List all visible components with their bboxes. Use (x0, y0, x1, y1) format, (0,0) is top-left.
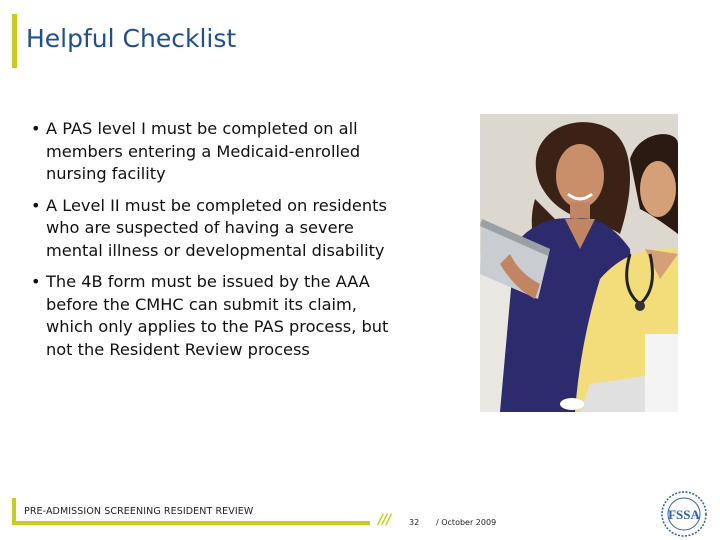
page-number: 32 (409, 518, 420, 527)
bullet-dot: • (31, 272, 41, 291)
fssa-seal-icon (660, 490, 708, 538)
bullet-text: A Level II must be completed on residents who are suspected of having a severe mental illness or developmental disability (46, 195, 387, 260)
slide-title: Helpful Checklist (26, 24, 237, 53)
footer-slashes: /// (378, 512, 391, 528)
nurses-photo (480, 114, 678, 412)
bullet-list (30, 118, 390, 370)
bullet-dot: • (31, 119, 41, 138)
title-accent-bar (12, 14, 17, 68)
bullet-text: The 4B form must be issued by the AAA before the CMHC can submit its claim, which only applies to the PAS process, but not the Resident Review process (46, 272, 389, 359)
bullet-item (30, 118, 390, 186)
bullet-dot: • (31, 195, 41, 215)
bullet-item (30, 195, 390, 263)
bullet-item (30, 271, 390, 361)
bullet-text: A PAS level I must be completed on all members entering a Medicaid-enrolled nursing facility (46, 119, 361, 183)
footer-label: PRE-ADMISSION SCREENING RESIDENT REVIEW (24, 506, 254, 517)
svg-text:FSSA: FSSA (668, 507, 700, 522)
footer-date: / October 2009 (436, 518, 497, 527)
footer-rule (12, 521, 370, 525)
